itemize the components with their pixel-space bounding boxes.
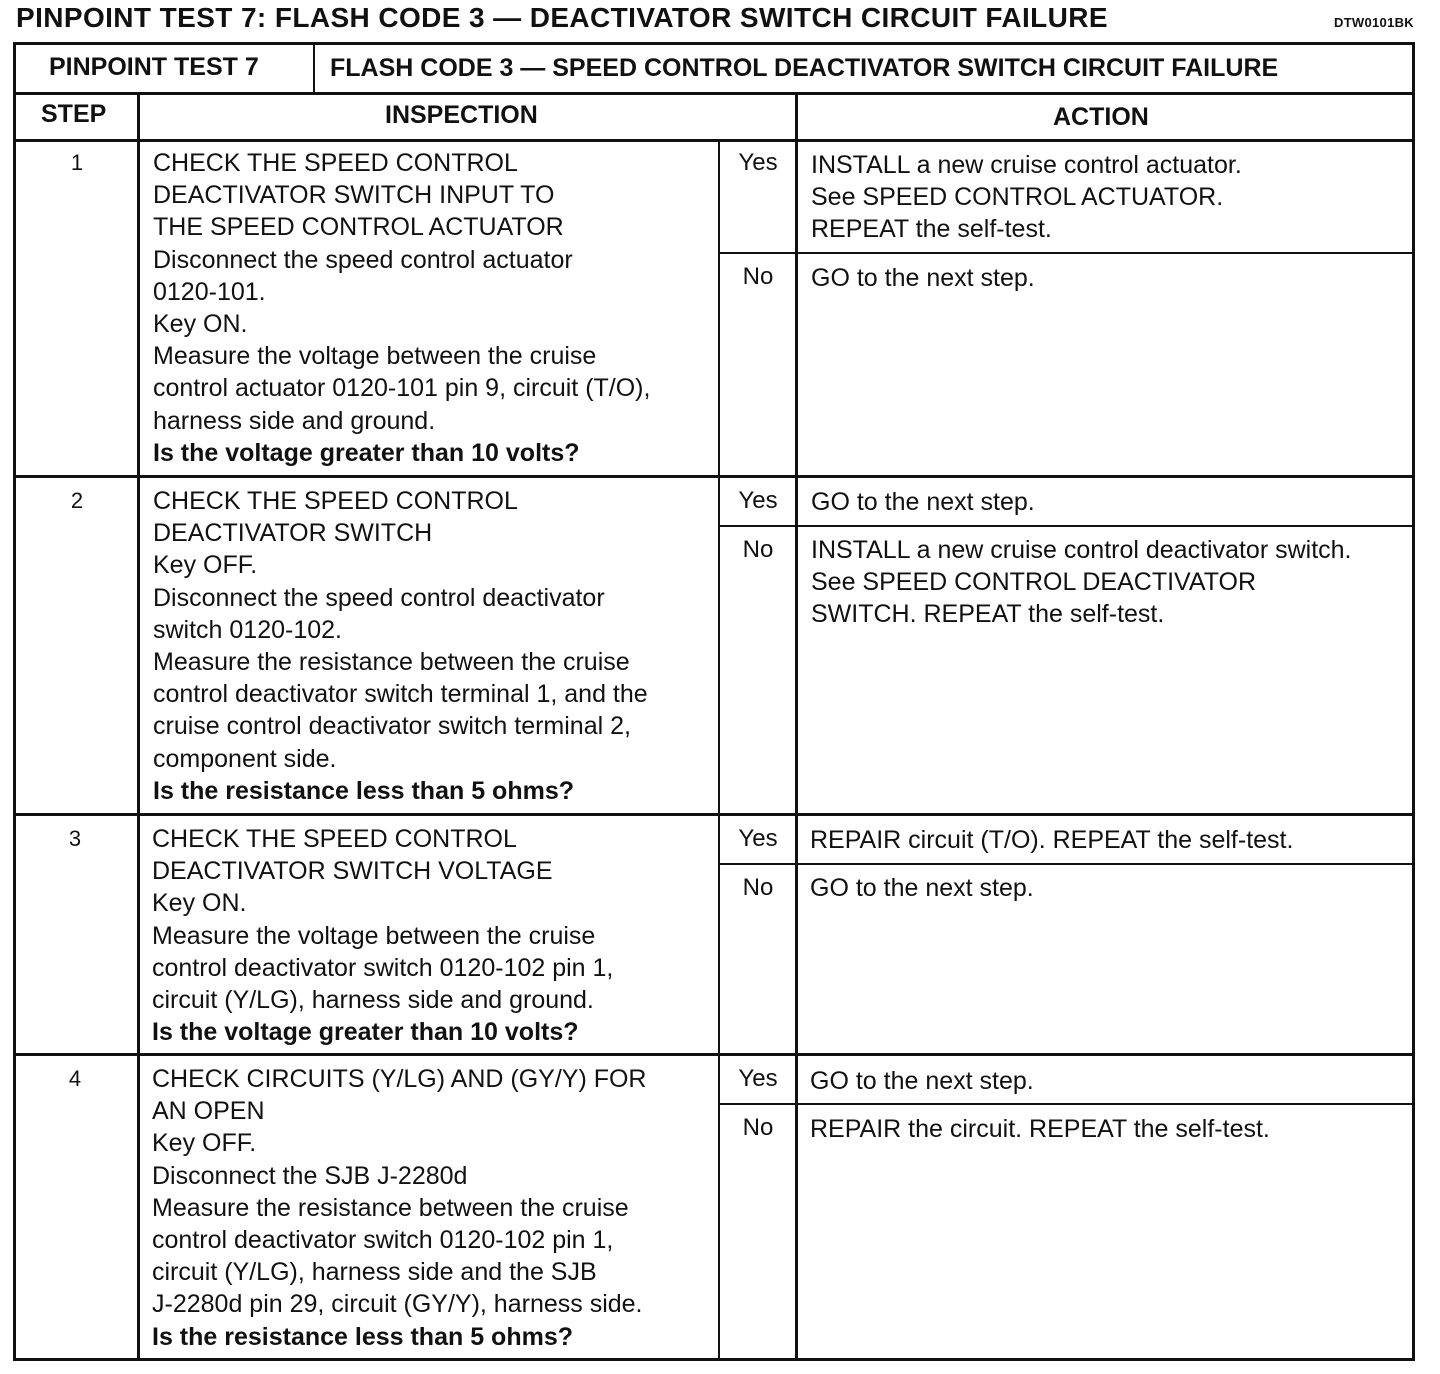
step-2-instruction-line: Disconnect the speed control deactivator [153, 583, 605, 612]
step-3-heading-line: DEACTIVATOR SWITCH VOLTAGE [152, 857, 553, 886]
step-column-divider [137, 92, 140, 1360]
step-1-instruction-line: 0120-101. [153, 277, 266, 306]
step-1-yes-no-divider [718, 252, 1415, 254]
step-4-question: Is the resistance less than 5 ohms? [152, 1322, 573, 1351]
step-4-yes-action [810, 1065, 1034, 1097]
step-4-inspection [152, 1063, 646, 1353]
table-border-right [1412, 42, 1415, 1361]
step-1-heading-line: DEACTIVATOR SWITCH INPUT TO [153, 181, 555, 210]
step-2-no-action-line: See SPEED CONTROL DEACTIVATOR [811, 568, 1257, 597]
test-title: FLASH CODE 3 — SPEED CONTROL DEACTIVATOR SWITCH CIRCUIT FAILURE [330, 54, 1279, 82]
step-3-yes-label: Yes [738, 825, 778, 852]
step-2-yes-action-line: GO to the next step. [811, 488, 1035, 516]
table-border-top [13, 42, 1415, 45]
step-2-no-action [811, 534, 1352, 631]
step-2-question: Is the resistance less than 5 ohms? [153, 776, 574, 805]
step-3-no-action-line: GO to the next step. [810, 874, 1034, 902]
step-4-no-action-line: REPAIR the circuit. REPEAT the self-test. [810, 1115, 1270, 1143]
step-1-yes-action-line: INSTALL a new cruise control actuator. [811, 151, 1242, 179]
step-3-inspection [152, 823, 613, 1048]
step-1-yes-action-line: See SPEED CONTROL ACTUATOR. [811, 183, 1224, 212]
step-3-instruction-line: control deactivator switch 0120-102 pin 1, [152, 953, 614, 982]
step-3-instruction-line: Measure the voltage between the cruise [152, 921, 596, 950]
step-4-instruction-line: circuit (Y/LG), harness side and the SJB [152, 1258, 597, 1287]
step-3-number: 3 [68, 826, 82, 851]
step-1-heading-line: CHECK THE SPEED CONTROL [153, 149, 518, 177]
step-4-heading-line: AN OPEN [152, 1097, 265, 1126]
step-2-yes-no-divider [718, 525, 1415, 527]
step-3-instruction-line: Key ON. [152, 889, 247, 918]
step-3-no-label: No [742, 874, 774, 901]
step-2-instruction-line: control deactivator switch terminal 1, and the [153, 680, 648, 709]
table-border-left [13, 42, 16, 1361]
step-2-instruction-line: cruise control deactivator switch terminal 2, [153, 712, 631, 741]
step-3-question: Is the voltage greater than 10 volts? [152, 1018, 579, 1047]
step-1-instruction-line: control actuator 0120-101 pin 9, circuit (T/O), [153, 374, 651, 403]
step-1-yes-action-line: REPEAT the self-test. [811, 215, 1052, 244]
step-4-yes-action-line: GO to the next step. [810, 1067, 1034, 1095]
step-4-instruction-line: Measure the resistance between the cruise [152, 1193, 629, 1222]
step-1-instruction-line: harness side and ground. [153, 406, 436, 435]
step-3-yes-action-line: REPAIR circuit (T/O). REPEAT the self-test. [810, 826, 1294, 854]
step-4-instruction-line: J-2280d pin 29, circuit (GY/Y), harness side. [152, 1290, 643, 1319]
step-4-heading-line: CHECK CIRCUITS (Y/LG) AND (GY/Y) FOR [152, 1065, 647, 1093]
step-2-divider [13, 813, 1415, 816]
step-1-yes-action [811, 149, 1242, 246]
step-4-no-action [810, 1113, 1270, 1145]
step-4-yes-no-divider [718, 1103, 1415, 1105]
document-code: DTW0101BK [1334, 15, 1414, 30]
step-2-instruction-line: component side. [153, 744, 337, 773]
step-1-heading-line: THE SPEED CONTROL ACTUATOR [153, 213, 564, 242]
title-row-divider [13, 92, 1415, 95]
inspection-column-divider [718, 139, 720, 1360]
step-1-divider [13, 475, 1415, 478]
step-4-instruction-line: control deactivator switch 0120-102 pin 1, [152, 1226, 614, 1255]
test-label: PINPOINT TEST 7 [49, 53, 259, 81]
step-2-instruction-line: switch 0120-102. [153, 615, 343, 644]
header-row-divider [13, 139, 1415, 142]
column-header-inspection: INSPECTION [385, 101, 538, 129]
page-title: PINPOINT TEST 7: FLASH CODE 3 — DEACTIVATOR SWITCH CIRCUIT FAILURE [16, 2, 1108, 33]
step-4-instruction-line: Key OFF. [152, 1129, 257, 1158]
step-1-no-action-line: GO to the next step. [811, 264, 1035, 292]
step-3-divider [13, 1053, 1415, 1056]
step-3-yes-no-divider [718, 863, 1415, 865]
step-1-instruction-line: Measure the voltage between the cruise [153, 342, 597, 371]
step-1-no-label: No [742, 263, 774, 290]
step-1-instruction-line: Key ON. [153, 310, 248, 339]
step-3-instruction-line: circuit (Y/LG), harness side and ground. [152, 986, 594, 1015]
step-2-no-action-line: INSTALL a new cruise control deactivator switch. [811, 536, 1352, 564]
step-4-no-label: No [742, 1114, 774, 1141]
step-2-heading-line: CHECK THE SPEED CONTROL [153, 487, 518, 515]
step-2-no-label: No [742, 536, 774, 563]
step-1-no-action [811, 262, 1035, 294]
step-3-yes-action [810, 824, 1293, 856]
step-3-no-action [810, 872, 1034, 904]
step-2-number: 2 [70, 488, 84, 513]
title-row-separator [313, 42, 315, 94]
step-1-instruction-line: Disconnect the speed control actuator [153, 245, 573, 274]
column-header-step: STEP [41, 100, 107, 128]
step-1-question: Is the voltage greater than 10 volts? [153, 438, 580, 467]
step-2-instruction-line: Measure the resistance between the cruise [153, 648, 630, 677]
step-2-inspection [153, 485, 648, 807]
step-4-yes-label: Yes [738, 1065, 778, 1092]
step-3-heading-line: CHECK THE SPEED CONTROL [152, 825, 517, 853]
step-4-instruction-line: Disconnect the SJB J-2280d [152, 1161, 468, 1190]
table-border-bottom [13, 1358, 1415, 1361]
step-2-yes-label: Yes [738, 487, 778, 514]
step-2-no-action-line: SWITCH. REPEAT the self-test. [811, 600, 1165, 629]
step-2-instruction-line: Key OFF. [153, 551, 258, 580]
step-2-heading-line: DEACTIVATOR SWITCH [153, 519, 433, 548]
step-1-yes-label: Yes [738, 149, 778, 176]
column-header-action: ACTION [1053, 103, 1149, 131]
step-2-yes-action [811, 486, 1035, 518]
step-1-inspection [153, 147, 650, 469]
step-4-number: 4 [68, 1066, 82, 1091]
step-1-number: 1 [70, 150, 84, 175]
